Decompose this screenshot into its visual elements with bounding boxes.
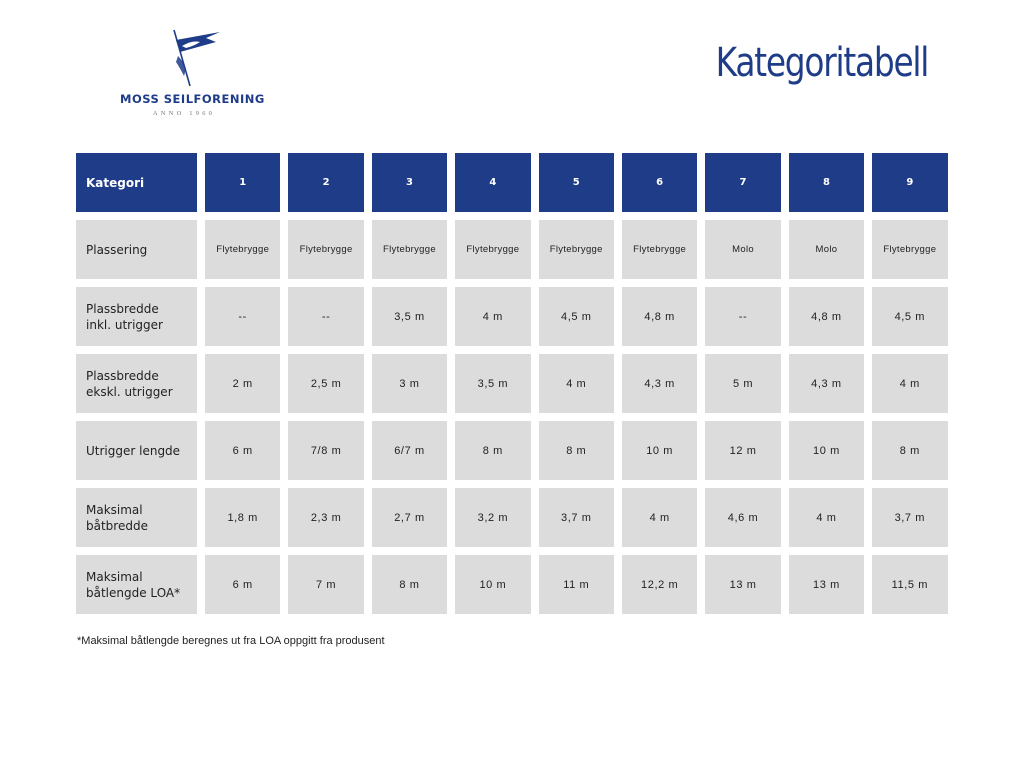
table-cell: 3,7 m bbox=[872, 488, 947, 547]
row-label-utrigger-lengde: Utrigger lengde bbox=[76, 421, 197, 480]
table-cell: 3,5 m bbox=[372, 287, 447, 346]
table-cell: 8 m bbox=[372, 555, 447, 614]
table-cell: 4,5 m bbox=[872, 287, 947, 346]
table-cell: 4 m bbox=[539, 354, 614, 413]
table-cell: 12 m bbox=[705, 421, 780, 480]
table-cell: 6 m bbox=[205, 421, 280, 480]
table-cell: 4,3 m bbox=[622, 354, 697, 413]
table-cell: 4 m bbox=[622, 488, 697, 547]
header-cell-8: 8 bbox=[789, 153, 864, 212]
table-cell: 1,8 m bbox=[205, 488, 280, 547]
table-cell: 6 m bbox=[205, 555, 280, 614]
table-cell: 4 m bbox=[455, 287, 530, 346]
table-cell: Flytebrygge bbox=[288, 220, 363, 279]
table-cell: 3,7 m bbox=[539, 488, 614, 547]
header-cell-1: 1 bbox=[205, 153, 280, 212]
header-cell-4: 4 bbox=[455, 153, 530, 212]
table-cell: Flytebrygge bbox=[205, 220, 280, 279]
row-label-plassbredde-inkl: Plassbredde inkl. utrigger bbox=[76, 287, 197, 346]
table-cell: 7/8 m bbox=[288, 421, 363, 480]
table-cell: 11,5 m bbox=[872, 555, 947, 614]
table-cell: 5 m bbox=[705, 354, 780, 413]
table-cell: 13 m bbox=[705, 555, 780, 614]
table-cell: 6/7 m bbox=[372, 421, 447, 480]
table-cell: 8 m bbox=[539, 421, 614, 480]
header-cell-kategori: Kategori bbox=[76, 153, 197, 212]
header-cell-7: 7 bbox=[705, 153, 780, 212]
table-cell: 11 m bbox=[539, 555, 614, 614]
table-cell: 13 m bbox=[789, 555, 864, 614]
logo-name: MOSS SEILFORENING bbox=[120, 92, 265, 106]
page-title: Kategoritabell bbox=[715, 40, 928, 86]
table-cell: 3,5 m bbox=[455, 354, 530, 413]
logo-subtitle: ANNO 1960 bbox=[152, 110, 216, 117]
row-label-plassering: Plassering bbox=[76, 220, 197, 279]
table-cell: -- bbox=[205, 287, 280, 346]
row-label-maksimal-batlengde: Maksimal båtlengde LOA* bbox=[76, 555, 197, 614]
header-cell-3: 3 bbox=[372, 153, 447, 212]
table-cell: 4,8 m bbox=[789, 287, 864, 346]
table-cell: 10 m bbox=[455, 555, 530, 614]
table-cell: Flytebrygge bbox=[539, 220, 614, 279]
table-cell: -- bbox=[288, 287, 363, 346]
table-cell: 7 m bbox=[288, 555, 363, 614]
table-cell: 8 m bbox=[872, 421, 947, 480]
table-cell: Flytebrygge bbox=[872, 220, 947, 279]
header-cell-5: 5 bbox=[539, 153, 614, 212]
table-cell: 2,3 m bbox=[288, 488, 363, 547]
row-label-plassbredde-ekskl: Plassbredde ekskl. utrigger bbox=[76, 354, 197, 413]
table-cell: 10 m bbox=[622, 421, 697, 480]
table-cell: 4 m bbox=[872, 354, 947, 413]
table-cell: 4 m bbox=[789, 488, 864, 547]
table-cell: 3 m bbox=[372, 354, 447, 413]
table-cell: Flytebrygge bbox=[372, 220, 447, 279]
table-cell: Molo bbox=[789, 220, 864, 279]
club-logo bbox=[120, 22, 265, 132]
table-cell: 3,2 m bbox=[455, 488, 530, 547]
table-cell: 2,7 m bbox=[372, 488, 447, 547]
table-cell: 4,5 m bbox=[539, 287, 614, 346]
table-cell: Flytebrygge bbox=[622, 220, 697, 279]
header-cell-9: 9 bbox=[872, 153, 947, 212]
table-cell: 2,5 m bbox=[288, 354, 363, 413]
table-cell: 10 m bbox=[789, 421, 864, 480]
category-table bbox=[76, 153, 948, 614]
header-cell-6: 6 bbox=[622, 153, 697, 212]
row-label-maksimal-batbredde: Maksimal båtbredde bbox=[76, 488, 197, 547]
table-cell: 8 m bbox=[455, 421, 530, 480]
header-cell-2: 2 bbox=[288, 153, 363, 212]
table-cell: 4,6 m bbox=[705, 488, 780, 547]
table-cell: 2 m bbox=[205, 354, 280, 413]
table-cell: -- bbox=[705, 287, 780, 346]
table-cell: Flytebrygge bbox=[455, 220, 530, 279]
table-cell: 4,8 m bbox=[622, 287, 697, 346]
table-cell: 12,2 m bbox=[622, 555, 697, 614]
table-cell: 4,3 m bbox=[789, 354, 864, 413]
footnote: *Maksimal båtlengde beregnes ut fra LOA oppgitt fra produsent bbox=[77, 635, 385, 647]
pennant-flag-icon bbox=[144, 22, 224, 88]
table-cell: Molo bbox=[705, 220, 780, 279]
